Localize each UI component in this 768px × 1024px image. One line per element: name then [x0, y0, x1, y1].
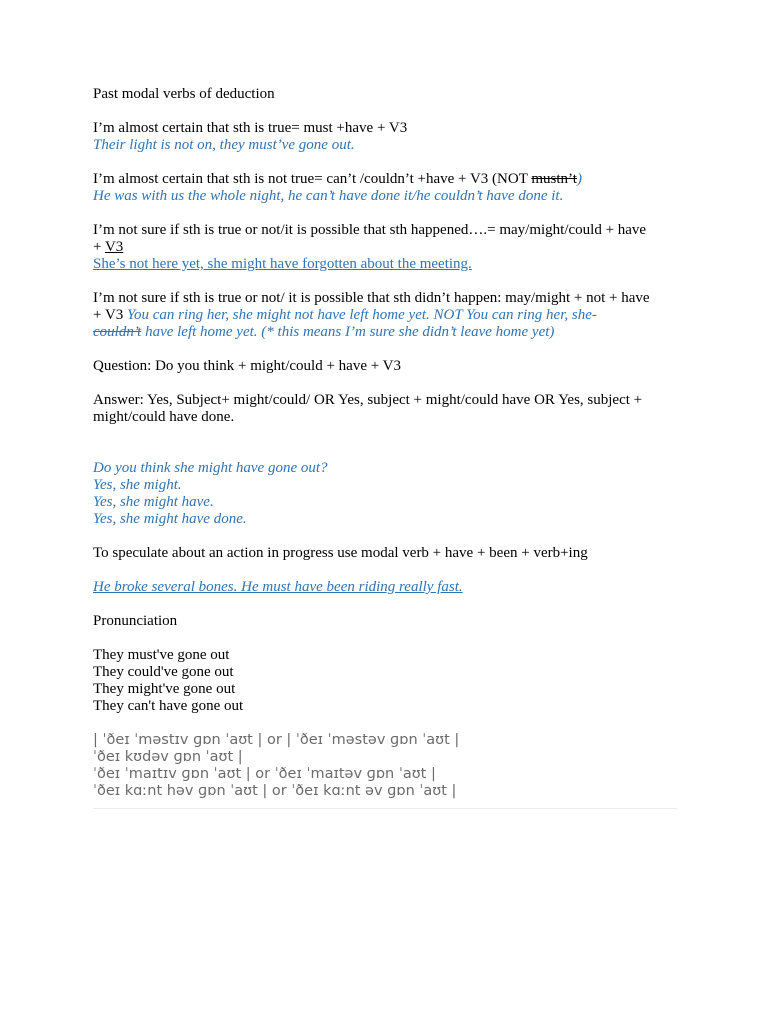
spacer [93, 341, 677, 358]
ipa-line: | ˈðeɪ ˈməstɪv ɡɒn ˈaʊt | or | ˈðeɪ ˈməstəv ɡɒn ˈaʊt | [93, 732, 460, 748]
spacer [93, 426, 677, 460]
spacer [93, 375, 677, 392]
dialogue-line: Yes, she might. [93, 477, 182, 493]
spacer [93, 154, 677, 171]
rule-cant-have-struck-word: mustn’t [531, 171, 577, 187]
example-cant-have: He was with us the whole night, he can’t have done it/he couldn’t have done it. [93, 188, 564, 204]
rule-might-have-v3: V3 [104, 239, 124, 255]
spacer [93, 596, 677, 613]
pronunciation-line: They might've gone out [93, 681, 236, 697]
section-divider [93, 808, 677, 809]
spacer [93, 205, 677, 222]
example-might-not-have-struck-word: couldn’t [93, 324, 142, 340]
document-title: Past modal verbs of deduction [93, 86, 275, 102]
ipa-line: ˈðeɪ ˈmaɪtɪv ɡɒn ˈaʊt | or ˈðeɪ ˈmaɪtəv ɡɒn ˈaʊt | [93, 766, 436, 782]
dialogue-line: Yes, she might have done. [93, 511, 247, 527]
example-might-not-have-part2: have left home yet. (* this means I’m sure she didn’t leave home yet) [141, 324, 555, 340]
spacer [93, 715, 677, 732]
spacer [93, 273, 677, 290]
rule-might-have-line2 [93, 239, 677, 256]
rule-progress: To speculate about an action in progress use modal verb + have + been + verb+ing [93, 545, 588, 561]
example-might-have: She’s not here yet, she might have forgotten about the meeting. [93, 256, 472, 272]
spacer [93, 103, 677, 120]
rule-might-not-have-line1: I’m not sure if sth is true or not/ it is possible that sth didn’t happen: may/might + not + have [93, 290, 650, 306]
rule-might-have-line1: I’m not sure if sth is true or not/it is possible that sth happened….= may/might/could + have [93, 222, 647, 238]
answer-pattern: Answer: Yes, Subject+ might/could/ OR Yes, subject + might/could have OR Yes, subject + might/could have done. [93, 392, 643, 425]
document-body [93, 86, 677, 800]
rule-might-not-have-line2 [93, 307, 677, 324]
example-might-not-have-part1: You can ring her, she might not have left home yet. NOT You can ring her, she- [127, 307, 597, 323]
example-must-have: Their light is not on, they must’ve gone out. [93, 137, 355, 153]
rule-cant-have [93, 171, 677, 188]
ipa-line: ˈðeɪ kʊdəv ɡɒn ˈaʊt | [93, 749, 243, 765]
pronunciation-line: They must've gone out [93, 647, 230, 663]
dialogue-line: Do you think she might have gone out? [93, 460, 328, 476]
dialogue-line: Yes, she might have. [93, 494, 214, 510]
rule-cant-have-text: I’m almost certain that sth is not true= can’t /couldn’t +have + V3 (NOT [93, 171, 532, 187]
rule-must-have: I’m almost certain that sth is true= must +have + V3 [93, 120, 408, 136]
ipa-line: ˈðeɪ kɑːnt həv ɡɒn ˈaʊt | or ˈðeɪ kɑːnt əv ɡɒn ˈaʊt | [93, 783, 457, 799]
question-pattern: Question: Do you think + might/could + have + V3 [93, 358, 401, 374]
spacer [93, 528, 677, 545]
spacer [93, 562, 677, 579]
rule-might-not-have-prefix: + V3 [93, 307, 128, 323]
example-progress: He broke several bones. He must have been riding really fast. [93, 579, 463, 595]
rule-might-have-prefix: + [93, 239, 105, 255]
pronunciation-heading: Pronunciation [93, 613, 178, 629]
spacer [93, 630, 677, 647]
pronunciation-line: They could've gone out [93, 664, 234, 680]
example-might-not-have-line2 [93, 324, 677, 341]
pronunciation-line: They can't have gone out [93, 698, 244, 714]
rule-cant-have-close-paren: ) [576, 171, 582, 187]
